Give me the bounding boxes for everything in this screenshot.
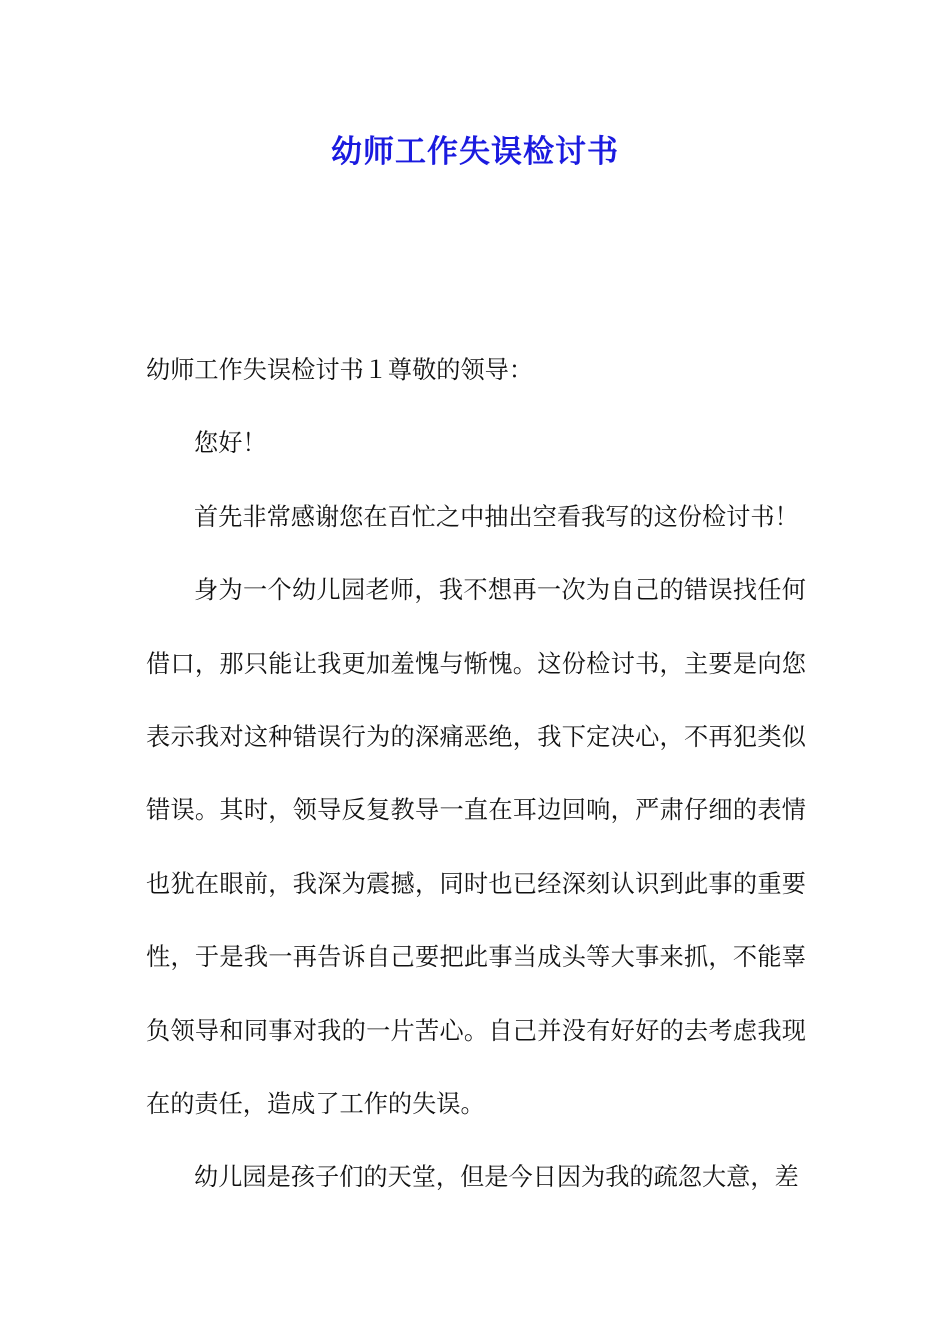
- paragraph-thanks: 首先非常感谢您在百忙之中抽出空看我写的这份检讨书！: [194, 502, 799, 531]
- paragraph-greeting: 您好！: [194, 429, 267, 458]
- paragraph-main: 身为一个幼儿园老师，我不想再一次为自己的错误找任何借口，那只能让我更加羞愧与惭愧。这份检讨书，主要是向您表示我对这种错误行为的深痛恶绝，我下定决心，不再犯类似错误。其时，领导反复教导一直在耳边回响，严肃仔细的表情也犹在眼前，我深为震撼，同时也已经深刻认识到此事的重要性，于是我一再告诉自己要把此事当成头等大事来抓，不能辜负领导和同事对我的一片苦心。自己并没有好好的去考虑我现在的责任，造成了工作的失误。: [146, 576, 806, 1119]
- document-body: [146, 334, 806, 1215]
- paragraph-kindergarten: 幼儿园是孩子们的天堂，但是今日因为我的疏忽大意，差: [194, 1163, 799, 1192]
- document-title: 幼师工作失误检讨书: [331, 134, 619, 170]
- paragraph-salutation: 幼师工作失误检讨书１尊敬的领导：: [146, 356, 534, 384]
